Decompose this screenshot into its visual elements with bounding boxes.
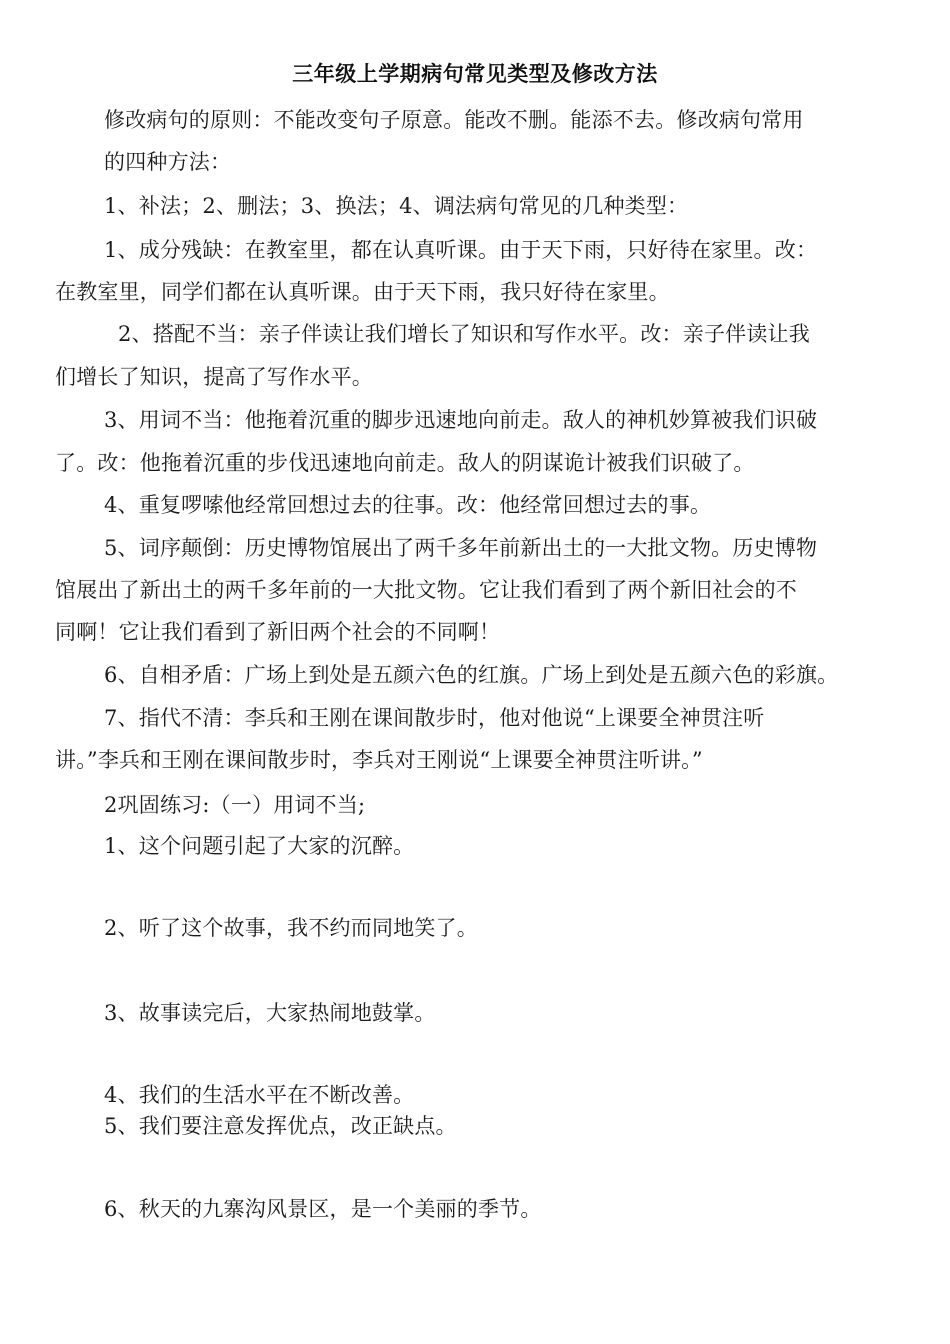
text-line: 4、重复啰嗦他经常回想过去的往事。改：他经常回想过去的事。: [104, 493, 712, 517]
text-line: 同啊！它让我们看到了新旧两个社会的不同啊！: [55, 620, 501, 644]
text-line: 的四种方法：: [104, 150, 232, 174]
text-line: 3、用词不当：他拖着沉重的脚步迅速地向前走。敌人的神机妙算被我们识破: [104, 408, 818, 432]
text-line: 5、词序颠倒：历史博物馆展出了两千多年前新出土的一大批文物。历史博物: [104, 536, 818, 560]
text-line: 1、成分残缺：在教室里，都在认真听课。由于天下雨，只好待在家里。改：: [104, 238, 818, 262]
exercise-item: 1、这个问题引起了大家的沉醉。: [104, 834, 415, 858]
text-line: 6、自相矛盾：广场上到处是五颜六色的红旗。广场上到处是五颜六色的彩旗。: [104, 663, 839, 687]
text-line: 馆展出了新出土的两千多年前的一大批文物。它让我们看到了两个新旧社会的不: [55, 578, 797, 602]
text-line: 们增长了知识，提高了写作水平。: [55, 365, 373, 389]
text-line: 讲。”李兵和王刚在课间散步时，李兵对王刚说“上课要全神贯注听讲。”: [55, 748, 703, 772]
exercise-item: 5、我们要注意发挥优点，改正缺点。: [104, 1114, 457, 1138]
text-line: 修改病句的原则：不能改变句子原意。能改不删。能添不去。修改病句常用: [104, 108, 804, 132]
exercise-item: 2、听了这个故事，我不约而同地笑了。: [104, 916, 478, 940]
text-line: 2、搭配不当：亲子伴读让我们增长了知识和写作水平。改：亲子伴读让我: [118, 322, 810, 346]
exercise-item: 6、秋天的九寨沟风景区，是一个美丽的季节。: [104, 1197, 542, 1221]
text-line: 了。改：他拖着沉重的步伐迅速地向前走。敌人的阴谋诡计被我们识破了。: [55, 451, 755, 475]
exercise-item: 4、我们的生活水平在不断改善。: [104, 1083, 415, 1107]
text-line: 2巩固练习:（一）用词不当;: [104, 793, 366, 817]
text-line: 7、指代不清：李兵和王刚在课间散步时，他对他说“上课要全神贯注听: [104, 706, 765, 730]
text-line: 在教室里，同学们都在认真听课。由于天下雨，我只好待在家里。: [55, 280, 670, 304]
document-title: 三年级上学期病句常见类型及修改方法: [292, 62, 658, 86]
exercise-item: 3、故事读完后，大家热闹地鼓掌。: [104, 1001, 436, 1025]
text-line: 1、补法；2、删法；3、换法；4、调法病句常见的几种类型：: [104, 194, 689, 218]
